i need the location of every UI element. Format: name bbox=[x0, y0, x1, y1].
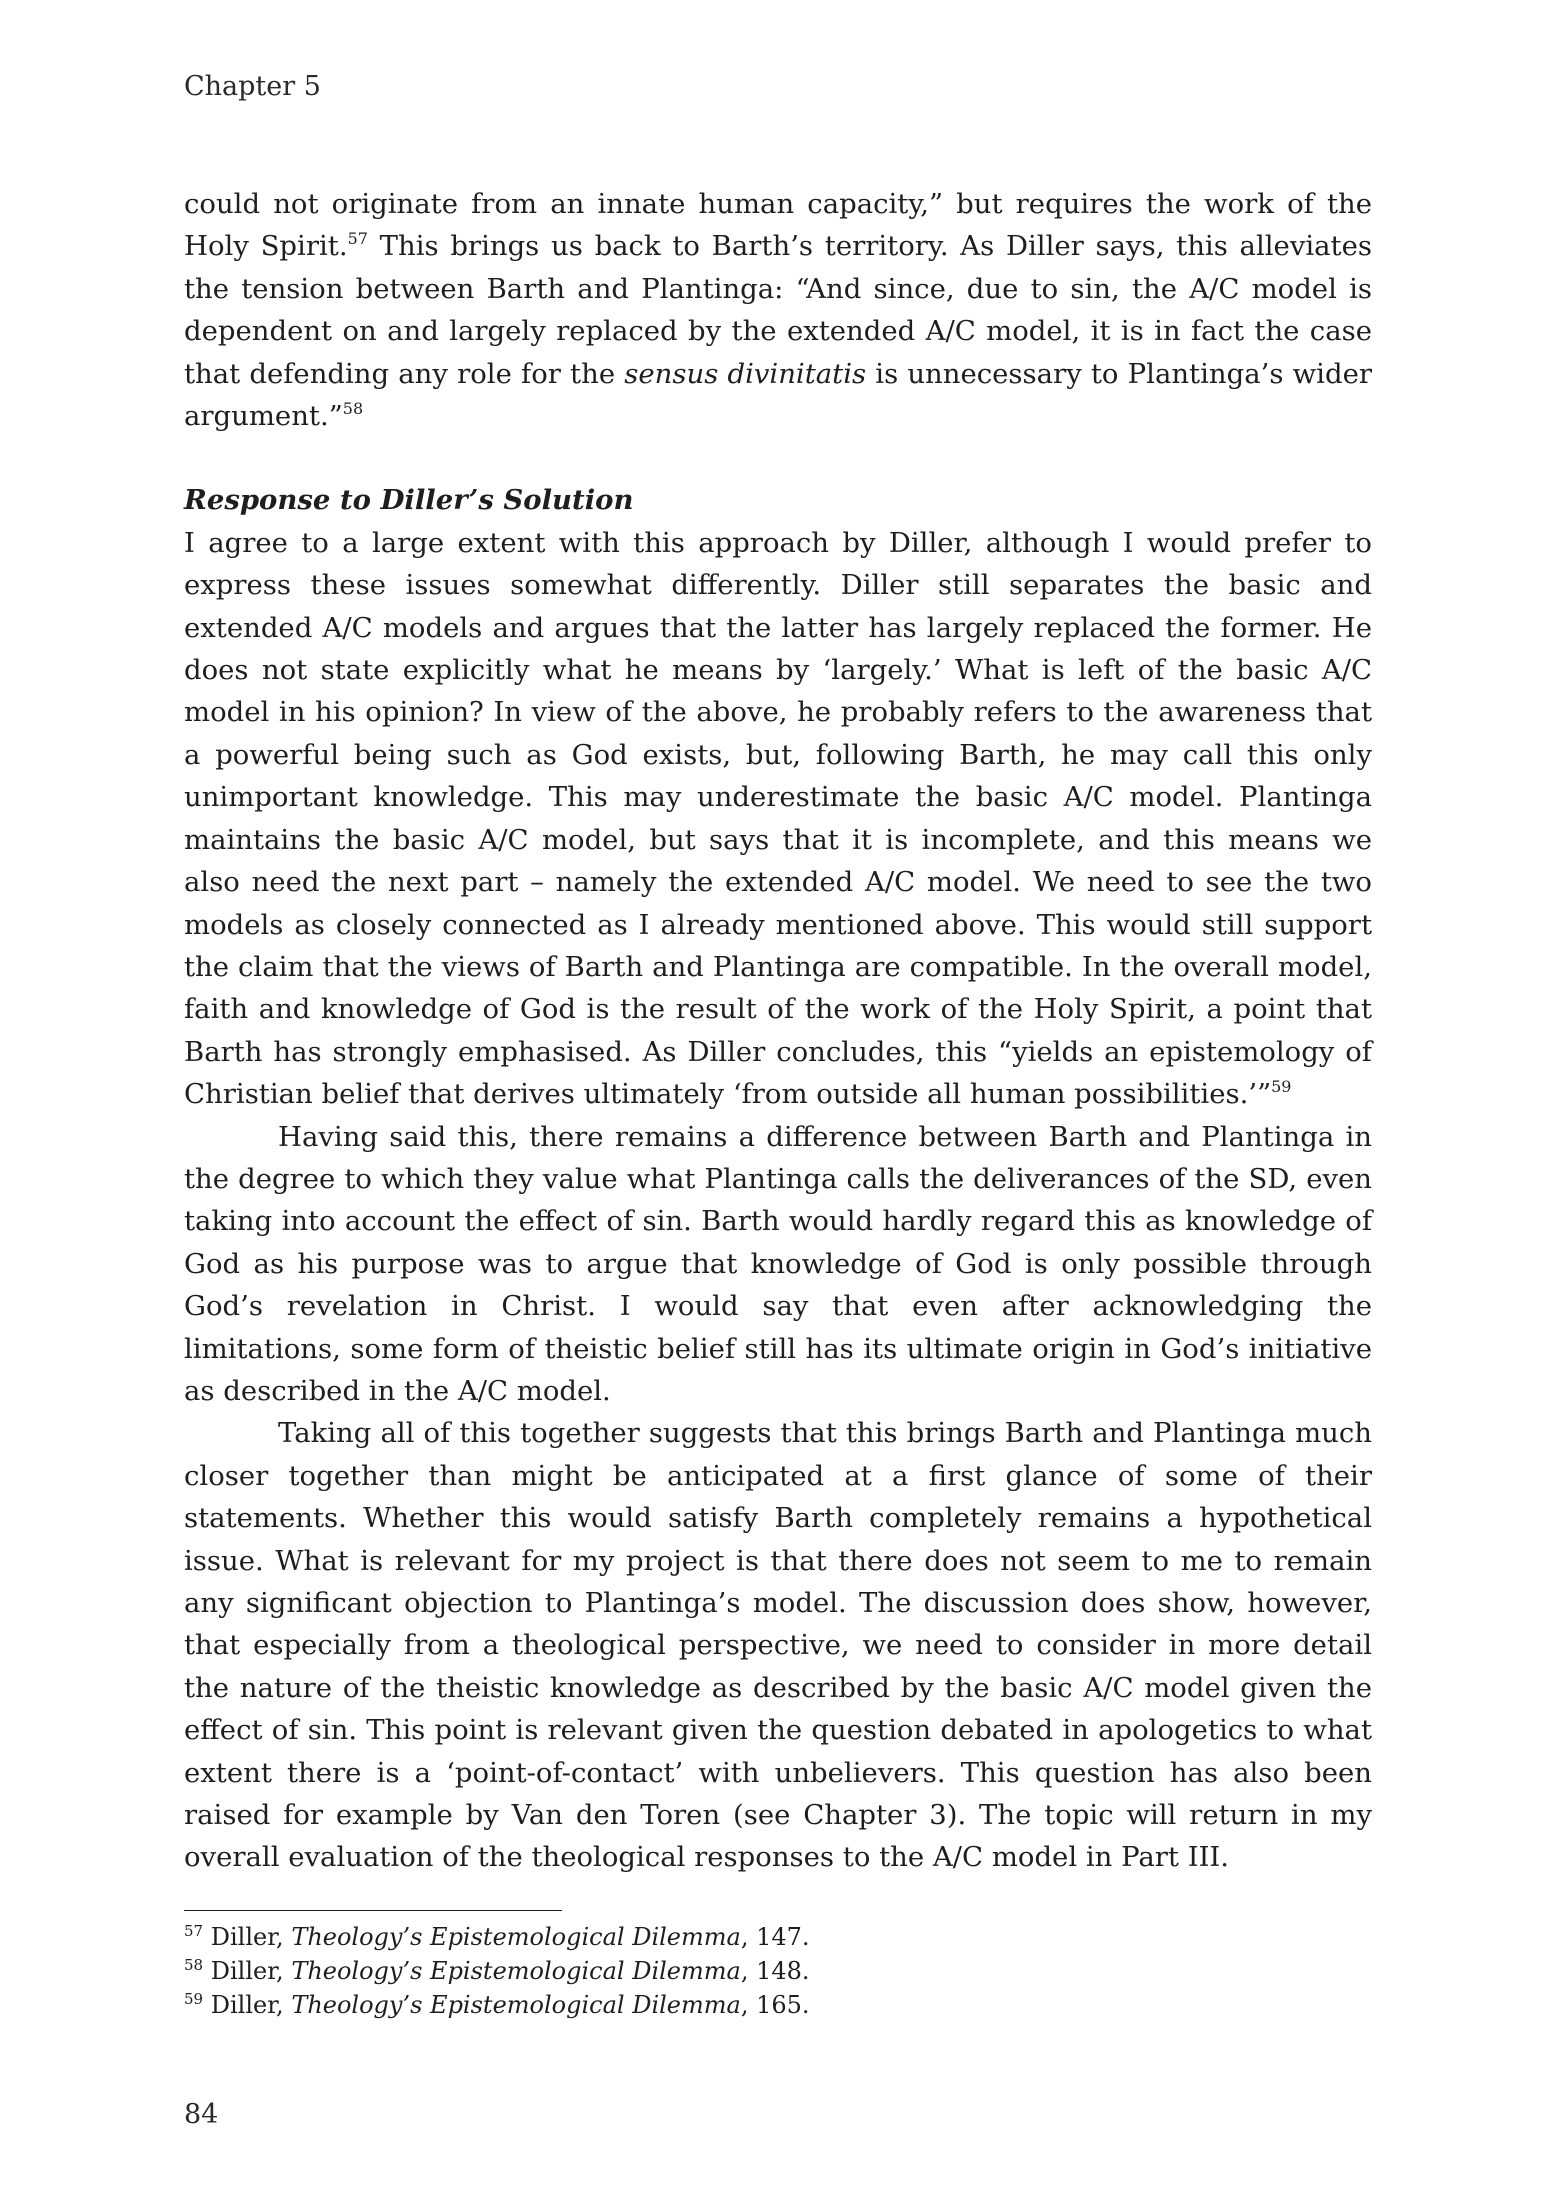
section-heading: Response to Diller’s Solution bbox=[184, 484, 634, 517]
book-page bbox=[184, 0, 1372, 2196]
paragraph-1: I agree to a large extent with this approach by Diller, although I would prefer to express these issues somewhat differently. Diller still separates the basic and extended A/C models and argues that the latter has largely replaced the former. He does not state explicitly what he means by ‘largely.’ What is left of the basic A/C model in his opinion? In view of the above, he probably refers to the awareness that a powerful being such as God exists, but, following Barth, he may call this only unimportant knowledge. This may underestimate the basic A/C model. Plantinga maintains the basic A/C model, but says that it is incomplete, and this means we also need the next part – namely the extended A/C model. We need to see the two models as closely connected as I already mentioned above. This would still support the claim that the views of Barth and Plantinga are compatible. In the overall model, faith and knowledge of God is the result of the work of the Holy Spirit, a point that Barth has strongly emphasised. As Diller concludes, this “yields an epistemology of Christian belief that derives ultimately ‘from outside all human possibilities.’”$^{59}$ bbox=[184, 526, 1372, 1111]
body-text bbox=[184, 183, 1372, 1879]
running-head: Chapter 5 bbox=[184, 71, 321, 102]
intro-paragraph: could not originate from an innate human capacity,” but requires the work of the Holy Spirit.$^{57}$ This brings us back to Barth’s territory. As Diller says, this alleviates the tension between Barth and Plantinga: “And since, due to sin, the A/C model is dependent on and largely replaced by the extended A/C model, it is in fact the case that defending any role for the sensus divinitatis is unnecessary to Plantinga’s wider argument.”$^{58}$ bbox=[184, 188, 1372, 433]
paragraph-3: Taking all of this together suggests that this brings Barth and Plantinga much closer together than might be anticipated at a first glance of some of their statements. Whether this would satisfy Barth completely remains a hypothetical issue. What is relevant for my project is that there does not seem to me to remain any significant objection to Plantinga’s model. The discussion does show, however, that especially from a theological perspective, we need to consider in more detail the nature of the theistic knowledge as described by the basic A/C model given the effect of sin. This point is relevant given the question debated in apologetics to what extent there is a ‘point-of-contact’ with unbelievers. This question has also been raised for example by Van den Toren (see Chapter 3). The topic will return in my overall evaluation of the theological responses to the A/C model in Part III. bbox=[184, 1417, 1372, 1874]
page-number: 84 bbox=[184, 2099, 219, 2130]
footnotes bbox=[184, 1920, 810, 2022]
footnote-divider bbox=[184, 1910, 562, 1911]
footnote-ref-59: 59 bbox=[1271, 1077, 1292, 1097]
emphasis-sensus-divinitatis: sensus divinitatis bbox=[624, 357, 867, 390]
paragraph-2: Having said this, there remains a difference between Barth and Plantinga in the degree to which they value what Plantinga calls the deliverances of the SD, even taking into account the effect of sin. Barth would hardly regard this as knowledge of God as his purpose was to argue that knowledge of God is only possible through God’s revelation in Christ. I would say that even after acknowledging the limitations, some form of theistic belief still has its ultimate origin in God’s initiative as described in the A/C model. bbox=[184, 1120, 1372, 1407]
footnote-57: $^{57}$ Diller, Theology’s Epistemological Dilemma, 147. bbox=[184, 1922, 810, 1951]
footnote-59: $^{59}$ Diller, Theology’s Epistemological Dilemma, 165. bbox=[184, 1990, 810, 2019]
footnote-ref-57: 57 bbox=[347, 229, 368, 249]
footnote-ref-58: 58 bbox=[342, 399, 364, 419]
footnote-58: $^{58}$ Diller, Theology’s Epistemological Dilemma, 148. bbox=[184, 1956, 810, 1985]
